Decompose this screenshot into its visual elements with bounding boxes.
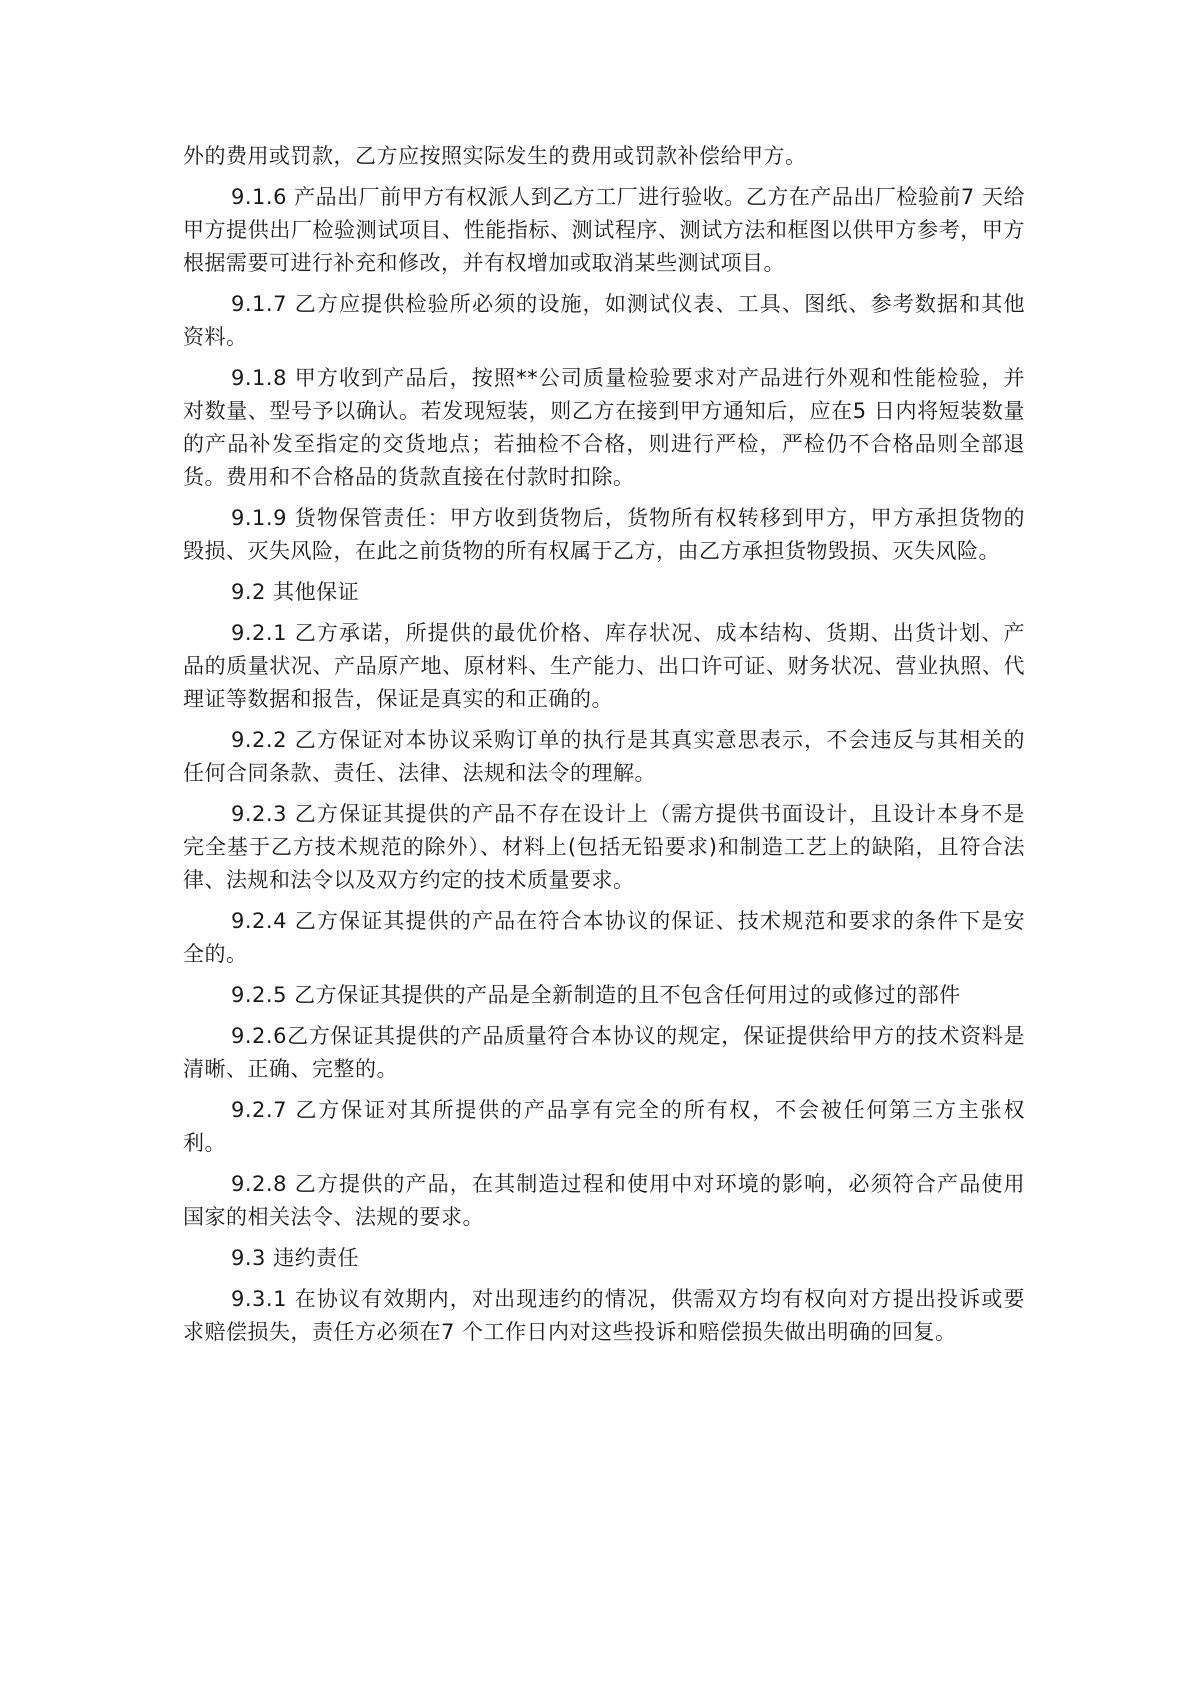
clause-9-1-8: 9.1.8 甲方收到产品后，按照**公司质量检验要求对产品进行外观和性能检验，并对数量、型号予以确认。若发现短装，则乙方在接到甲方通知后，应在5 日内将短装数量的产品补发至指定的交货地点；若抽检不合格，则进行严检，严检仍不合格品则全部退货。费用和不合格品的货款直接在付款时扣除。	[183, 366, 1025, 489]
clause-9-2-4: 9.2.4 乙方保证其提供的产品在符合本协议的保证、技术规范和要求的条件下是安全的。	[183, 909, 1025, 966]
clause-9-2-1: 9.2.1 乙方承诺，所提供的最优价格、库存状况、成本结构、货期、出货计划、产品的质量状况、产品原产地、原材料、生产能力、出口许可证、财务状况、营业执照、代理证等数据和报告，保证是真实的和正确的。	[183, 621, 1025, 711]
clause-9-1-9: 9.1.9 货物保管责任：甲方收到货物后，货物所有权转移到甲方，甲方承担货物的毁损、灭失风险，在此之前货物的所有权属于乙方，由乙方承担货物毁损、灭失风险。	[183, 506, 1025, 563]
clause-9-2-5: 9.2.5 乙方保证其提供的产品是全新制造的且不包含任何用过的或修过的部件	[231, 983, 961, 1007]
clause-9-2-6: 9.2.6乙方保证其提供的产品质量符合本协议的规定，保证提供给甲方的技术资料是清晰、正确、完整的。	[183, 1024, 1025, 1081]
clause-9-1-6: 9.1.6 产品出厂前甲方有权派人到乙方工厂进行验收。乙方在产品出厂检验前7 天给甲方提供出厂检验测试项目、性能指标、测试程序、测试方法和框图以供甲方参考，甲方根据需要可进行补充和修改，并有权增加或取消某些测试项目。	[183, 185, 1025, 275]
section-heading-9-3: 9.3 违约责任	[231, 1246, 360, 1270]
section-heading-9-2: 9.2 其他保证	[231, 580, 360, 604]
clause-9-2-7: 9.2.7 乙方保证对其所提供的产品享有完全的所有权，不会被任何第三方主张权利。	[183, 1098, 1025, 1155]
clause-9-1-7: 9.1.7 乙方应提供检验所必须的设施，如测试仪表、工具、图纸、参考数据和其他资料。	[183, 292, 1025, 349]
clause-9-2-3: 9.2.3 乙方保证其提供的产品不存在设计上（需方提供书面设计，且设计本身不是完全基于乙方技术规范的除外）、材料上(包括无铅要求)和制造工艺上的缺陷，且符合法律、法规和法令以及双方约定的技术质量要求。	[183, 802, 1025, 892]
clause-9-2-8: 9.2.8 乙方提供的产品，在其制造过程和使用中对环境的影响，必须符合产品使用国家的相关法令、法规的要求。	[183, 1172, 1025, 1229]
paragraph-continuation: 外的费用或罚款，乙方应按照实际发生的费用或罚款补偿给甲方。	[183, 144, 807, 168]
clause-9-3-1: 9.3.1 在协议有效期内，对出现违约的情况，供需双方均有权向对方提出投诉或要求赔偿损失，责任方必须在7 个工作日内对这些投诉和赔偿损失做出明确的回复。	[183, 1287, 1025, 1344]
clause-9-2-2: 9.2.2 乙方保证对本协议采购订单的执行是其真实意思表示，不会违反与其相关的任何合同条款、责任、法律、法规和法令的理解。	[183, 728, 1025, 785]
document-page	[183, 140, 1025, 1357]
